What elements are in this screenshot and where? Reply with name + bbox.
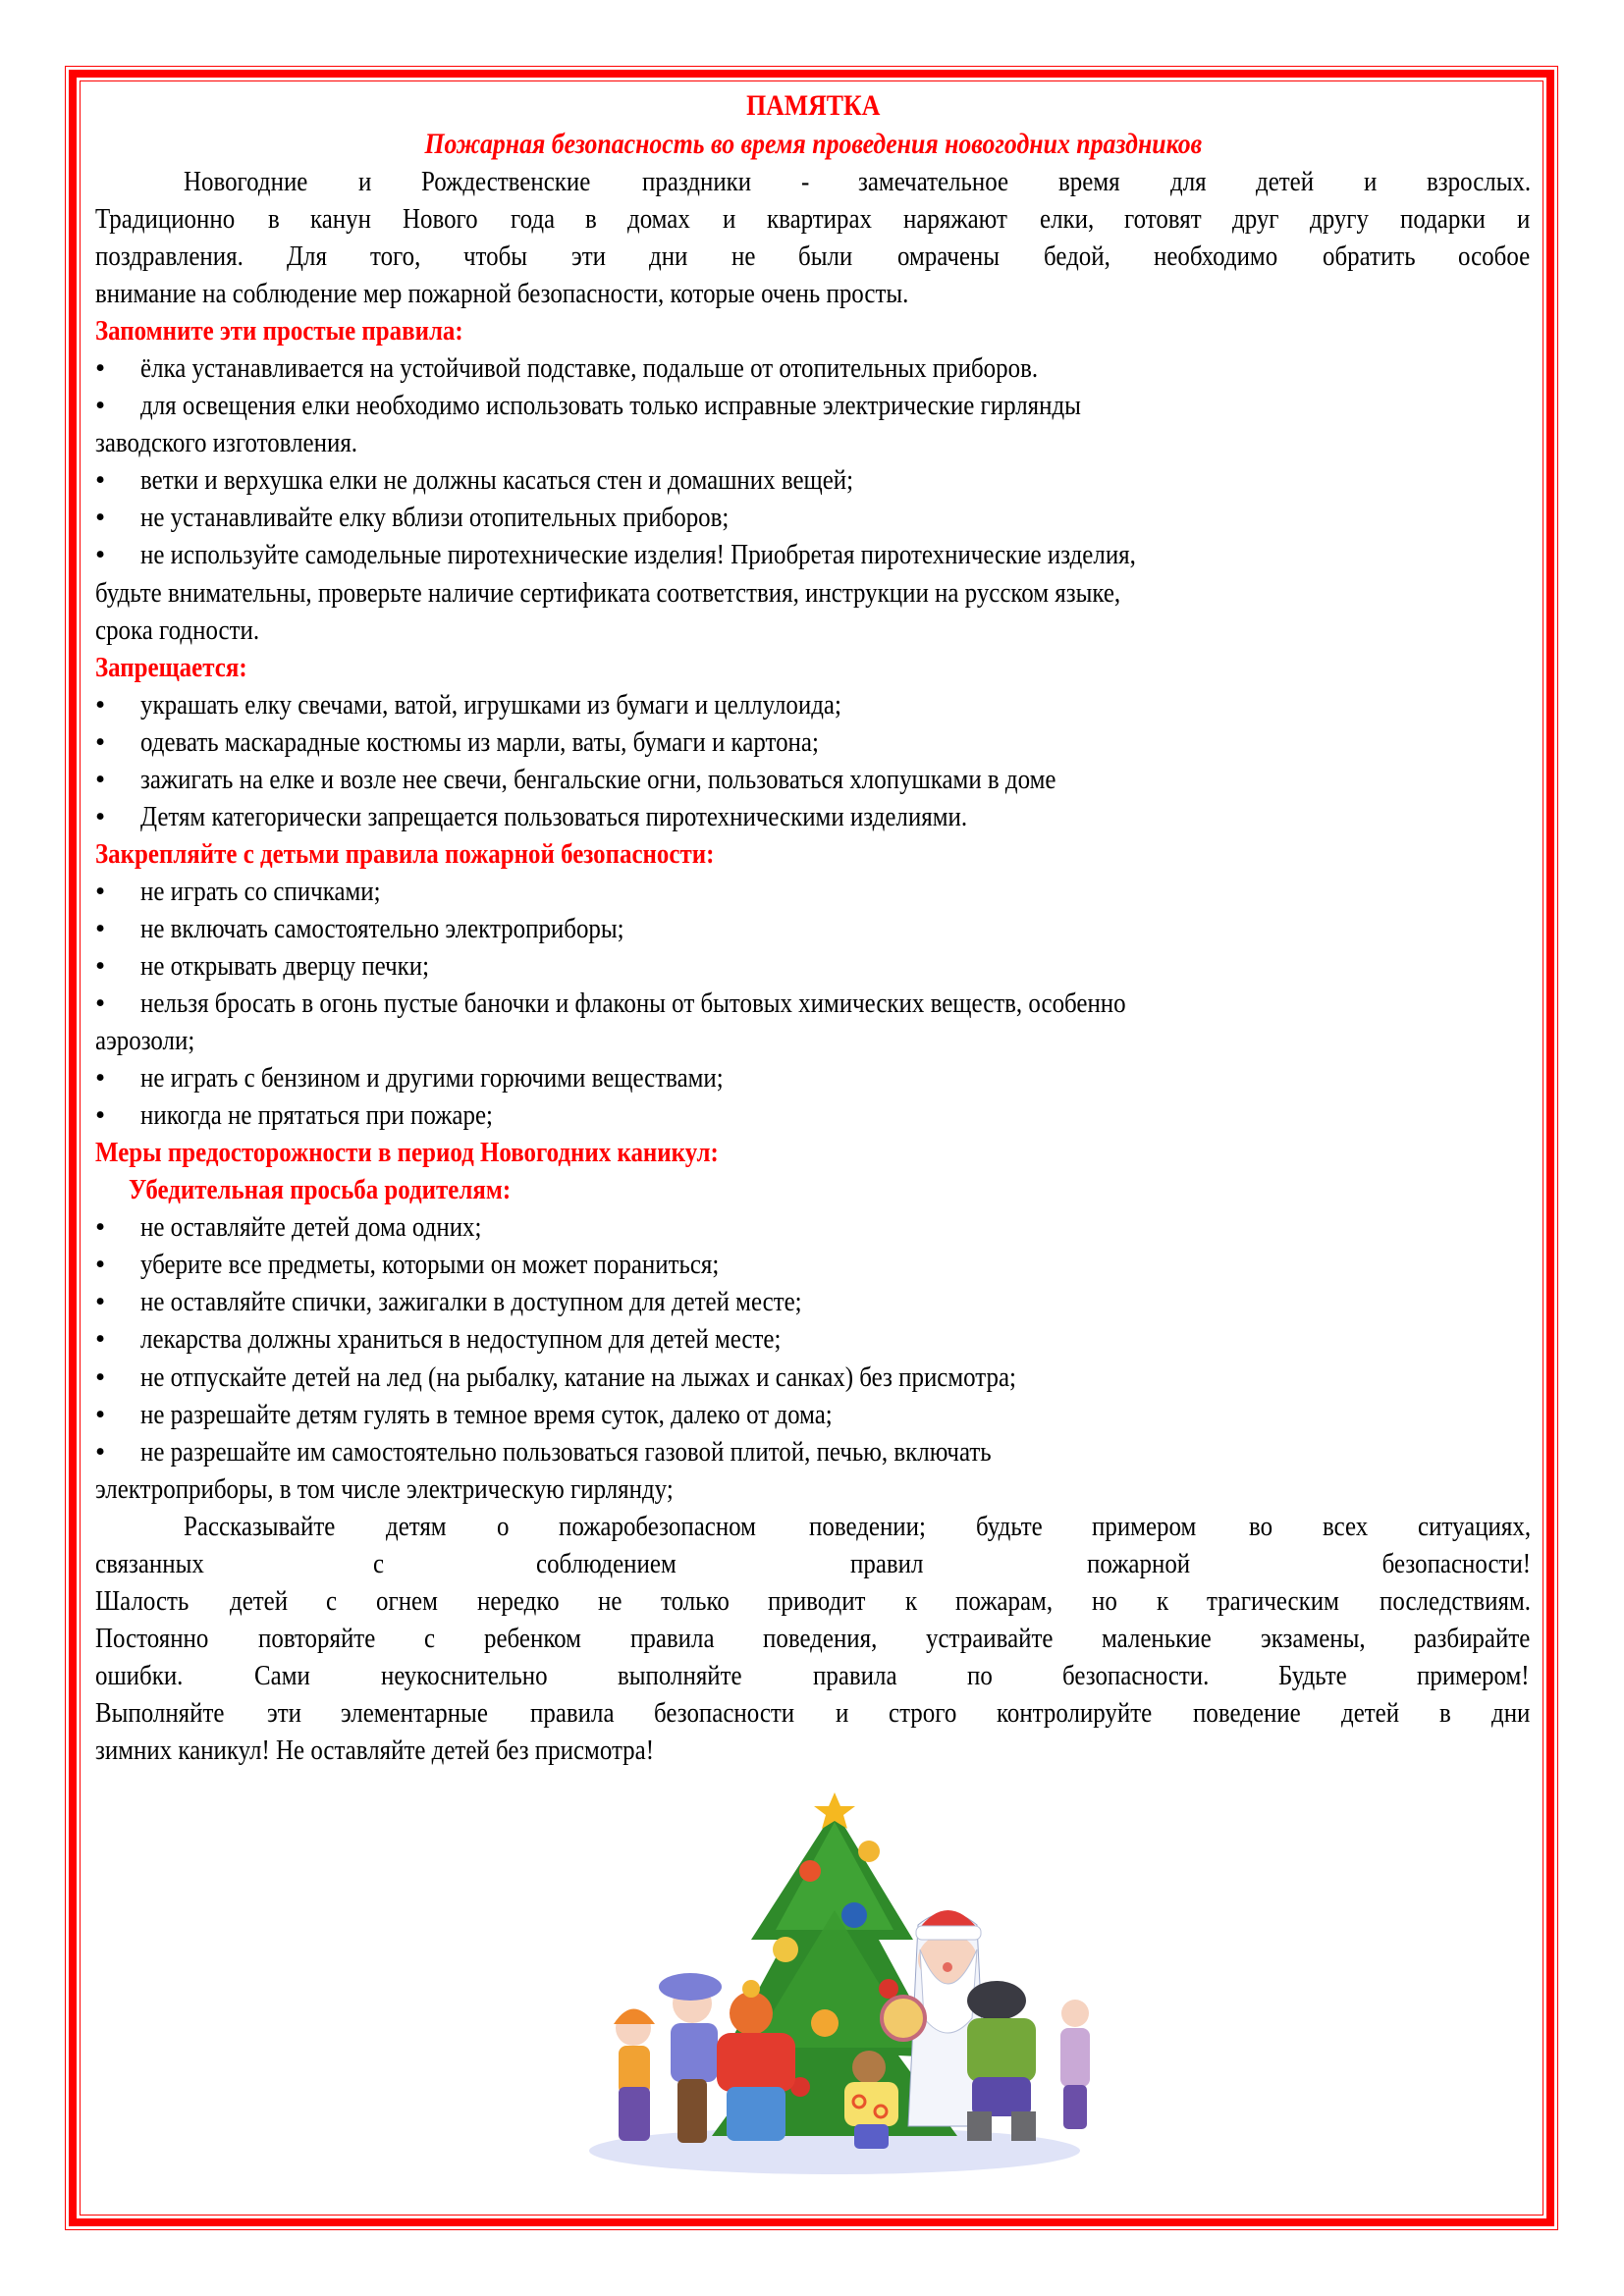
list-item-continuation: будьте внимательны, проверьте наличие сертификата соответствия, инструкции на русском языке, [95,576,1121,609]
closing-line: ошибки. Сами неукоснительно выполняйте правила по безопасности. Будьте примером! [95,1659,1530,1691]
illustration-svg [574,1792,1095,2177]
bullet-icon: • [95,464,106,497]
closing-line: связанных с соблюдением правил пожарной безопасности! [95,1547,1531,1579]
child-figure [1060,2000,1090,2129]
closing-line: Постоянно повторяйте с ребенком правила поведения, устраивайте маленькие экзамены, разбирайте [95,1622,1531,1654]
closing-paragraph [95,1508,1531,1769]
bullet-icon: • [95,1249,106,1281]
list-item: • ёлка устанавливается на устойчивой подставке, подальше от отопительных приборов. [95,349,1531,387]
list-item: • не устанавливайте елку вблизи отопительных приборов; [95,499,1531,536]
section-heading-forbidden: Запрещается: [95,651,247,683]
list-item: • одевать маскарадные костюмы из марли, ваты, бумаги и картона; [95,723,1531,761]
bullet-icon: • [95,1211,106,1244]
intro-line: поздравления. Для того, чтобы эти дни не были омрачены бедой, необходимо обратить особое [95,240,1531,273]
list-item: • лекарства должны храниться в недоступном для детей месте; [95,1320,1531,1358]
bullet-icon: • [95,875,106,907]
list-item: • зажигать на елке и возле нее свечи, бенгальские огни, пользоваться хлопушками в доме [95,761,1531,798]
document-body [95,86,1531,1769]
list-item: • не оставляйте детей дома одних; [95,1208,1531,1246]
bullet-icon: • [95,1323,106,1356]
section-subheading-parents: Убедительная просьба родителям: [129,1174,512,1206]
list-item: • не используйте самодельные пиротехнические изделия! Приобретая пиротехнические изделия, [95,536,1531,573]
intro-line: Новогодние и Рождественские праздники - замечательное время для детей и взрослых. [184,166,1531,197]
bullet-icon: • [95,390,106,422]
bullet-icon: • [95,725,106,758]
list-item: • украшать елку свечами, ватой, игрушками из бумаги и целлулоида; [95,686,1531,723]
section-heading-rules: Запомните эти простые правила: [95,315,463,347]
forbidden-list [95,686,1531,835]
list-item: • не разрешайте детям гулять в темное время суток, далеко от дома; [95,1396,1531,1433]
closing-line: Рассказывайте детям о пожаробезопасном поведении; будьте примером во всех ситуациях, [184,1510,1532,1542]
bullet-icon: • [95,1286,106,1318]
list-item: • Детям категорически запрещается пользоваться пиротехническими изделиями. [95,798,1531,835]
bullet-icon: • [95,539,106,571]
list-item: • для освещения елки необходимо использовать только исправные электрические гирлянды [95,387,1531,424]
child-figure [967,1981,1036,2141]
section-heading-precautions: Меры предосторожности в период Новогодних каникул: [95,1137,719,1169]
list-item-continuation: срока годности. [95,614,260,646]
closing-line: Выполняйте эти элементарные правила безопасности и строго контролируйте поведение детей в дни [95,1696,1531,1729]
rules-list [95,349,1531,648]
christmas-tree-illustration [574,1792,1095,2177]
bullet-icon: • [95,1099,106,1132]
intro-paragraph [95,163,1531,312]
list-item: • нельзя бросать в огонь пустые баночки и флаконы от бытовых химических веществ, особенно [95,985,1531,1022]
bullet-icon: • [95,912,106,944]
child-figure [659,1973,722,2143]
intro-line: внимание на соблюдение мер пожарной безопасности, которые очень просты. [95,278,909,310]
list-item: • не отпускайте детей на лед (на рыбалку, катание на лыжах и санках) без присмотра; [95,1359,1531,1396]
list-item-continuation: заводского изготовления. [95,427,358,459]
bullet-icon: • [95,352,106,385]
bullet-icon: • [95,1435,106,1468]
list-item: • не включать самостоятельно электроприборы; [95,910,1531,947]
child-figure [614,2009,655,2142]
list-item: • уберите все предметы, которыми он может пораниться; [95,1246,1531,1283]
list-item: • не играть со спичками; [95,873,1531,910]
bullet-icon: • [95,1361,106,1393]
closing-line: Шалость детей с огнем нередко не только приводит к пожарам, но к трагическим последствиям. [95,1584,1531,1617]
bullet-icon: • [95,988,106,1020]
list-item: • никогда не прятаться при пожаре; [95,1096,1531,1134]
list-item-continuation: электроприборы, в том числе электрическую гирлянду; [95,1472,674,1505]
bullet-icon: • [95,800,106,832]
bullet-icon: • [95,1398,106,1430]
section-heading-teach-children: Закрепляйте с детьми правила пожарной безопасности: [95,837,715,870]
document-title: ПАМЯТКА [745,89,881,122]
document-subtitle: Пожарная безопасность во время проведения новогодних праздников [424,128,1202,160]
list-item: • не разрешайте им самостоятельно пользоваться газовой плитой, печью, включать [95,1433,1531,1470]
closing-line: зимних каникул! Не оставляйте детей без присмотра! [95,1734,655,1766]
clock-icon [882,1997,925,2040]
list-item-continuation: аэрозоли; [95,1025,195,1057]
list-item: • не открывать дверцу печки; [95,947,1531,985]
list-item: • не играть с бензином и другими горючими веществами; [95,1059,1531,1096]
intro-line: Традиционно в канун Нового года в домах и квартирах наряжают елки, готовят друг другу подарки и [95,203,1531,236]
parents-list [95,1208,1531,1507]
bullet-icon: • [95,502,106,534]
bullet-icon: • [95,763,106,795]
list-item: • не оставляйте спички, зажигалки в доступном для детей месте; [95,1283,1531,1320]
bullet-icon: • [95,688,106,721]
list-item: • ветки и верхушка елки не должны касаться стен и домашних вещей; [95,461,1531,499]
bullet-icon: • [95,949,106,982]
teach-children-list [95,873,1531,1134]
bullet-icon: • [95,1062,106,1095]
